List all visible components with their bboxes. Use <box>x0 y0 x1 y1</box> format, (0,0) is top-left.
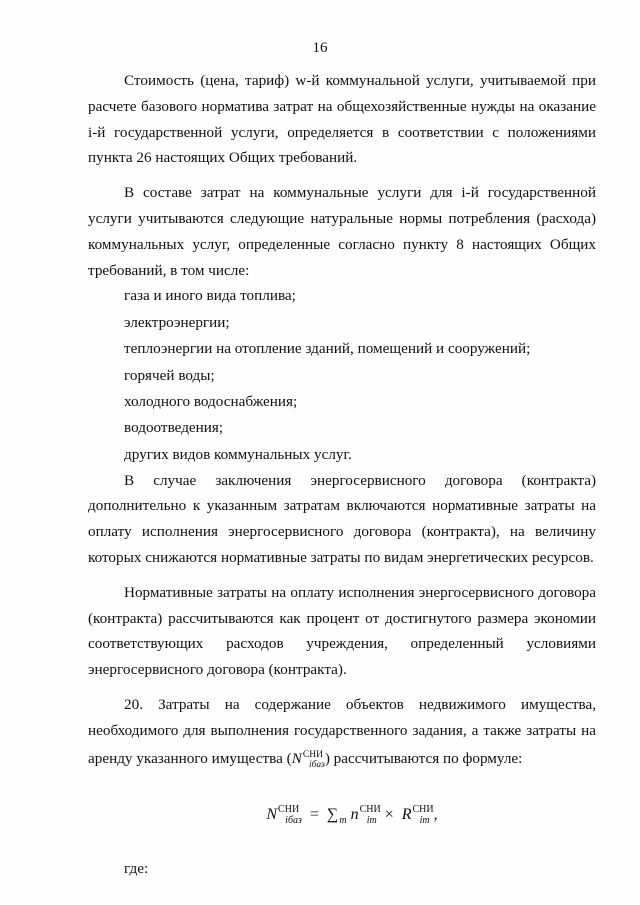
page-number: 16 <box>312 40 328 56</box>
symbol-superscript: СНИ <box>302 750 323 761</box>
list-item: водоотведения; <box>124 419 224 437</box>
paragraph-real-estate-costs <box>88 692 596 779</box>
list-item: других видов коммунальных услуг. <box>124 445 352 463</box>
formula-sum-sign: ∑ <box>326 806 339 824</box>
paragraph-text-after: ) рассчитываются по формуле: <box>324 750 523 768</box>
paragraph-consumption-norms: В составе затрат на коммунальные услуги для i-й государственной услуги учитываются следующие натуральные нормы потребления (расхода) коммунальных услуг, определенные согласно пункту 8 настоящих Общих требований, в том числе: <box>88 184 596 279</box>
formula-times: × <box>384 806 394 824</box>
symbol-base: N <box>291 750 302 768</box>
cost-formula <box>88 797 596 834</box>
list-item: холодного водоснабжения; <box>124 392 298 410</box>
formula-equals: = <box>309 806 319 824</box>
list-item: электроэнергии; <box>124 313 230 331</box>
formula-r-sup: СНИ <box>412 804 434 816</box>
symbol-subscript: iбаз <box>308 760 325 771</box>
utility-list <box>88 283 596 467</box>
formula-lhs-sub: iбаз <box>285 815 302 827</box>
list-item: газа и иного вида топлива; <box>124 287 296 305</box>
formula-n-base: n <box>350 806 359 824</box>
inline-formula-symbol <box>291 750 325 771</box>
document-body <box>88 68 596 882</box>
list-item: горячей воды; <box>124 366 215 384</box>
formula-lhs-base: N <box>266 806 278 824</box>
paragraph-contract-costs: Нормативные затраты на оплату исполнения энергосервисного договора (контракта) рассчитываются как процент от достигнутого размера экономии соответствующих расходов учреждения, определенный условиями энергосервисного договора (контракта). <box>88 583 596 679</box>
paragraph-energy-service-contract: В случае заключения энергосервисного договора (контракта) дополнительно к указанным затратам включаются нормативные затраты на оплату исполнения энергосервисного договора (контракта), на величину которых снижаются нормативные затраты по видам энергетических ресурсов. <box>88 471 596 566</box>
where-label: где: <box>124 860 149 878</box>
formula-r-base: R <box>401 806 412 824</box>
formula-n-sub: im <box>366 815 377 827</box>
list-item: теплоэнергии на отопление зданий, помещений и сооружений; <box>124 340 531 358</box>
formula-n-sup: СНИ <box>359 804 381 816</box>
formula-r-sub: im <box>419 815 430 827</box>
formula-trailing-comma: , <box>433 806 438 824</box>
formula-lhs-sup: СНИ <box>278 804 300 816</box>
formula-sum-sub: m <box>339 815 347 827</box>
paragraph-utility-cost: Стоимость (цена, тариф) w-й коммунальной услуги, учитываемой при расчете базового норматива затрат на общехозяйственные нужды на оказание i-й государственной услуги, определяется в соответствии с положениями пункта 26 настоящих Общих требований. <box>88 72 596 167</box>
paragraph-text-before: 20. Затраты на содержание объектов недвижимого имущества, необходимого для выполнения государственного задания, а также затраты на аренду указанного имущества ( <box>88 695 596 768</box>
